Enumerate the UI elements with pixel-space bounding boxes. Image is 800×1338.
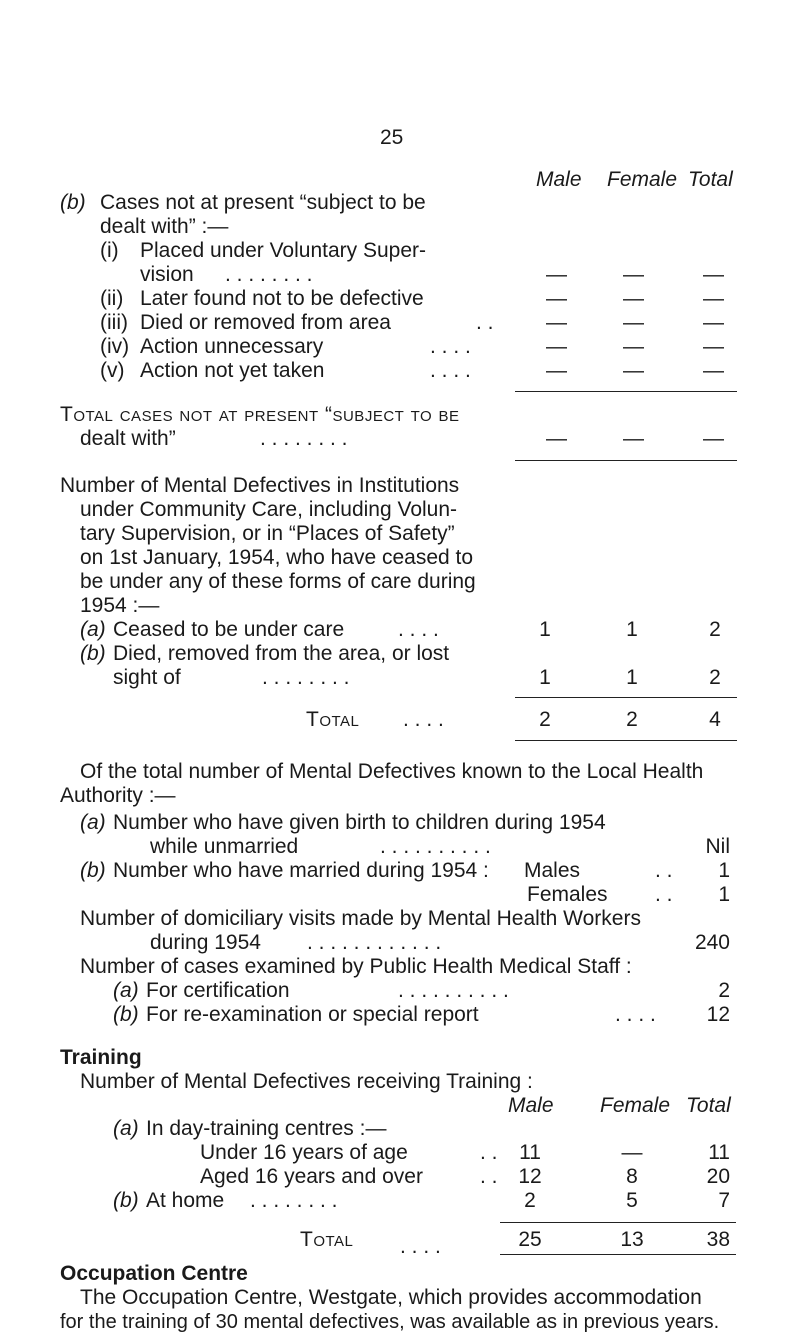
- training-intro: Number of Mental Defectives receiving Training :: [80, 1070, 533, 1093]
- known-a-value: Nil: [705, 835, 730, 858]
- ceased-b-text: Died, removed from the area, or lost: [113, 642, 450, 665]
- dash-male: —: [546, 311, 567, 334]
- known-b-label: (b): [80, 859, 106, 882]
- ceased-total-label: Total: [306, 708, 360, 731]
- training-row-total: 20: [706, 1165, 730, 1188]
- ceased-a-female: 1: [626, 618, 638, 641]
- ceased-a-text: Ceased to be under care: [113, 618, 345, 641]
- leader-dots: . .: [476, 311, 494, 334]
- training-row-male: 12: [518, 1165, 542, 1188]
- dash-female: —: [623, 311, 644, 334]
- dash-female: —: [623, 359, 644, 382]
- dash-male: —: [546, 427, 567, 450]
- page-number: 25: [380, 126, 404, 149]
- known-b-females: Females: [527, 883, 608, 906]
- training-b-label: (b): [113, 1189, 139, 1212]
- leader-dots: . . . .: [615, 1003, 656, 1026]
- dash-male: —: [546, 263, 567, 286]
- ceased-a-male: 1: [539, 618, 551, 641]
- header-male: Male: [536, 168, 582, 191]
- known-b-males: Males: [524, 859, 581, 882]
- leader-dots: . . . . . . . . . .: [398, 979, 509, 1002]
- rule: [515, 391, 737, 392]
- ceased-intro: under Community Care, including Volun-: [80, 498, 458, 521]
- rule: [500, 1222, 736, 1223]
- ceased-b-text-cont: sight of: [113, 666, 181, 689]
- item-label: Action unnecessary: [140, 335, 324, 358]
- occupation-text-cont: for the training of 30 mental defectives, was available as in previous years.: [60, 1311, 720, 1333]
- training-total-male: 25: [518, 1228, 542, 1251]
- total-cases-label-cont: dealt with”: [80, 427, 176, 450]
- reexam-value: 12: [706, 1003, 730, 1026]
- total-cases-label: Total cases not at present “subject to be: [60, 403, 460, 426]
- section-b-title-cont: dealt with” :—: [100, 215, 229, 238]
- reexam-label: (b): [113, 1003, 139, 1026]
- dash-female: —: [623, 287, 644, 310]
- training-b-female: 5: [626, 1189, 638, 1212]
- ceased-intro: be under any of these forms of care during: [80, 570, 476, 593]
- known-a-text: Number who have given birth to children during 1954: [113, 811, 606, 834]
- dash-male: —: [546, 359, 567, 382]
- leader-dots: . . . . . . . .: [250, 1189, 338, 1212]
- header-total: Total: [688, 168, 733, 191]
- item-num: (iv): [100, 335, 130, 358]
- leader-dots: . . . .: [400, 1235, 441, 1258]
- training-a-label: (a): [113, 1117, 139, 1140]
- training-b-total: 7: [718, 1189, 730, 1212]
- training-row-female: 8: [626, 1165, 638, 1188]
- known-a-label: (a): [80, 811, 106, 834]
- section-b-label: (b): [60, 191, 86, 214]
- item-num: (i): [100, 239, 119, 262]
- visits-value: 240: [694, 931, 730, 954]
- dash-total: —: [703, 311, 724, 334]
- known-intro-cont: Authority :—: [60, 784, 176, 807]
- known-b-females-value: 1: [718, 883, 730, 906]
- ceased-b-male: 1: [539, 666, 551, 689]
- item-label: Later found not to be defective: [140, 287, 424, 310]
- known-b-males-value: 1: [718, 859, 730, 882]
- leader-dots: . . . . . . . .: [262, 666, 350, 689]
- examined-text: Number of cases examined by Public Health Medical Staff :: [80, 955, 632, 978]
- item-label: Placed under Voluntary Super-: [140, 239, 427, 262]
- ceased-a-label: (a): [80, 618, 106, 641]
- leader-dots: . . . . . . . . . .: [380, 835, 491, 858]
- dash-male: —: [546, 335, 567, 358]
- leader-dots: . . . .: [398, 618, 439, 641]
- training-header-female: Female: [600, 1094, 671, 1117]
- reexam-text: For re-examination or special report: [146, 1003, 479, 1026]
- section-b-title: Cases not at present “subject to be: [100, 191, 426, 214]
- rule: [500, 1254, 736, 1255]
- ceased-b-female: 1: [626, 666, 638, 689]
- leader-dots: . . . . . . . .: [225, 263, 313, 286]
- leader-dots: . .: [480, 1165, 498, 1188]
- leader-dots: . . . . . . . .: [260, 427, 348, 450]
- leader-dots: . . . .: [430, 359, 471, 382]
- ceased-b-label: (b): [80, 642, 106, 665]
- occupation-heading: Occupation Centre: [60, 1262, 248, 1285]
- dash-total: —: [703, 427, 724, 450]
- dash-female: —: [623, 263, 644, 286]
- training-b-text: At home: [146, 1189, 225, 1212]
- training-a-text: In day-training centres :—: [146, 1117, 387, 1140]
- dash-total: —: [703, 287, 724, 310]
- known-intro: Of the total number of Mental Defectives known to the Local Health: [80, 760, 704, 783]
- item-label: Action not yet taken: [140, 359, 325, 382]
- item-num: (ii): [100, 287, 124, 310]
- rule: [515, 740, 737, 741]
- training-row-male: 11: [519, 1141, 541, 1164]
- ceased-intro: Number of Mental Defectives in Institutions: [60, 474, 460, 497]
- training-row-text: Aged 16 years and over: [200, 1165, 423, 1188]
- dash-total: —: [703, 335, 724, 358]
- item-label: Died or removed from area: [140, 311, 391, 334]
- dash-total: —: [703, 263, 724, 286]
- ceased-intro: on 1st January, 1954, who have ceased to: [80, 546, 474, 569]
- ceased-total-total: 4: [709, 708, 721, 731]
- leader-dots: . . . .: [403, 708, 444, 731]
- ceased-intro: tary Supervision, or in “Places of Safety”: [80, 522, 455, 545]
- rule: [515, 697, 737, 698]
- training-header-total: Total: [686, 1094, 731, 1117]
- leader-dots: . .: [655, 859, 673, 882]
- dash-female: —: [623, 335, 644, 358]
- known-b-text: Number who have married during 1954 :: [113, 859, 489, 882]
- known-a-text-cont: while unmarried: [150, 835, 299, 858]
- training-b-male: 2: [524, 1189, 536, 1212]
- training-header-male: Male: [508, 1094, 554, 1117]
- item-num: (v): [100, 359, 125, 382]
- training-row-text: Under 16 years of age: [200, 1141, 408, 1164]
- training-row-total: 11: [708, 1141, 730, 1164]
- ceased-intro: 1954 :—: [80, 594, 160, 617]
- ceased-total-male: 2: [539, 708, 551, 731]
- training-row-female: —: [621, 1141, 643, 1164]
- training-total-female: 13: [620, 1228, 644, 1251]
- leader-dots: . .: [480, 1141, 498, 1164]
- item-num: (iii): [100, 311, 128, 334]
- item-label-cont: vision: [140, 263, 194, 286]
- cert-text: For certification: [146, 979, 290, 1002]
- dash-total: —: [703, 359, 724, 382]
- leader-dots: . . . . . . . . . . . .: [307, 931, 442, 954]
- training-total-label: Total: [300, 1228, 354, 1251]
- ceased-a-total: 2: [709, 618, 721, 641]
- cert-label: (a): [113, 979, 139, 1002]
- leader-dots: . .: [655, 883, 673, 906]
- dash-female: —: [623, 427, 644, 450]
- dash-male: —: [546, 287, 567, 310]
- occupation-text: The Occupation Centre, Westgate, which provides accommodation: [80, 1286, 702, 1309]
- training-total-total: 38: [706, 1228, 730, 1251]
- rule: [515, 460, 737, 461]
- training-heading: Training: [60, 1046, 142, 1069]
- cert-value: 2: [718, 979, 730, 1002]
- header-female: Female: [607, 168, 678, 191]
- ceased-b-total: 2: [709, 666, 721, 689]
- visits-text-cont: during 1954: [150, 931, 261, 954]
- leader-dots: . . . .: [430, 335, 471, 358]
- visits-text: Number of domiciliary visits made by Mental Health Workers: [80, 907, 641, 930]
- ceased-total-female: 2: [626, 708, 638, 731]
